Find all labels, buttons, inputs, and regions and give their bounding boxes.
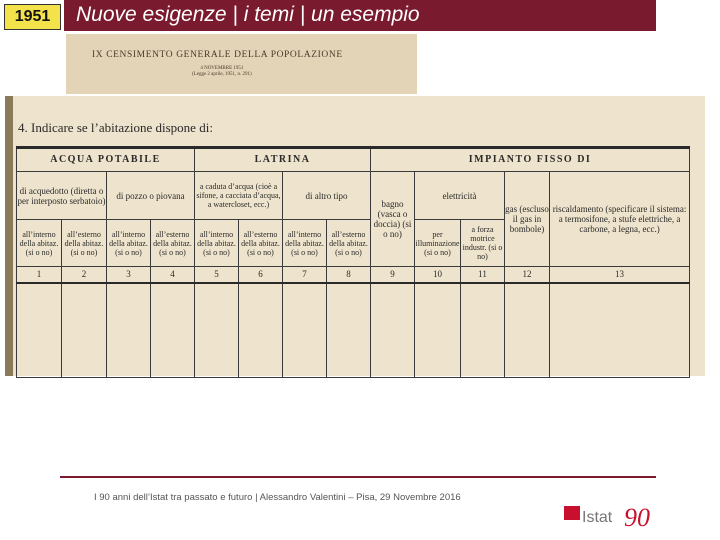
census-date-line2: (Legge 2 aprile, 1951, n. 291)	[192, 72, 252, 77]
answer-cell	[461, 283, 505, 378]
slide-title: Nuove esigenze | i temi | un esempio	[76, 3, 420, 26]
group-acqua-potabile: ACQUA POTABILE	[17, 148, 195, 172]
subhead-acquedotto: di acquedotto (diretta o per interposto serbatoio)	[17, 172, 107, 220]
column-number: 9	[371, 267, 415, 283]
answer-cell	[550, 283, 690, 378]
column-number: 13	[550, 267, 690, 283]
column-number: 2	[62, 267, 107, 283]
column-number: 3	[107, 267, 151, 283]
subhead-pozzo: di pozzo o piovana	[107, 172, 195, 220]
istat-logo-text: Istat	[582, 509, 613, 526]
subhead-altro-tipo: di altro tipo	[283, 172, 371, 220]
col-esterno: all’esterno della abitaz. (si o no)	[239, 220, 283, 267]
column-number: 1	[17, 267, 62, 283]
year-badge: 1951	[4, 4, 61, 30]
answer-cell	[505, 283, 550, 378]
answer-cell	[62, 283, 107, 378]
census-date	[192, 66, 252, 78]
answer-cell	[239, 283, 283, 378]
subhead-elettricita: elettricità	[415, 172, 505, 220]
footer-divider	[60, 476, 656, 478]
istat-logo-number: 90	[624, 503, 650, 532]
subhead-caduta-acqua: a caduta d’acqua (cioè a sifone, a cacciata d’acqua, a watercloset, ecc.)	[195, 172, 283, 220]
column-number: 11	[461, 267, 505, 283]
census-header-scan	[66, 34, 417, 94]
scan-edge	[5, 96, 13, 376]
istat-logo	[562, 500, 672, 534]
answer-cell	[283, 283, 327, 378]
group-latrina: LATRINA	[195, 148, 371, 172]
column-number: 6	[239, 267, 283, 283]
group-impianto-fisso: IMPIANTO FISSO DI	[371, 148, 690, 172]
col-esterno: all’esterno della abitaz. (si o no)	[327, 220, 371, 267]
form-question: 4. Indicare se l’abitazione dispone di:	[18, 120, 213, 135]
istat-logo-mark	[564, 506, 580, 520]
census-title: IX CENSIMENTO GENERALE DELLA POPOLAZIONE	[92, 50, 343, 60]
answer-cell	[151, 283, 195, 378]
col-esterno: all’esterno della abitaz. (si o no)	[62, 220, 107, 267]
subhead-riscaldamento: riscaldamento (specificare il sistema: a termosifone, a stufe elettriche, a carbone, a legna, ecc.)	[550, 172, 690, 267]
col-interno: all’interno della abitaz. (si o no)	[107, 220, 151, 267]
col-esterno: all’esterno della abitaz. (si o no)	[151, 220, 195, 267]
col-interno: all’interno della abitaz. (si o no)	[195, 220, 239, 267]
column-number: 12	[505, 267, 550, 283]
col-illuminazione: per illuminazione (si o no)	[415, 220, 461, 267]
answer-cell	[107, 283, 151, 378]
subhead-gas: gas (escluso il gas in bombole)	[505, 172, 550, 267]
subhead-bagno: bagno (vasca o doccia) (si o no)	[371, 172, 415, 267]
column-number: 10	[415, 267, 461, 283]
answer-cell	[415, 283, 461, 378]
answer-cell	[327, 283, 371, 378]
census-form-table	[16, 146, 690, 378]
answer-cell	[17, 283, 62, 378]
col-interno: all’interno della abitaz. (si o no)	[17, 220, 62, 267]
col-interno: all’interno della abitaz. (si o no)	[283, 220, 327, 267]
footer-text: I 90 anni dell’Istat tra passato e futuro | Alessandro Valentini – Pisa, 29 Novembre 2016	[94, 492, 461, 503]
answer-cell	[371, 283, 415, 378]
column-number: 5	[195, 267, 239, 283]
column-number: 8	[327, 267, 371, 283]
col-forza-motrice: a forza motrice industr. (si o no)	[461, 220, 505, 267]
column-number: 7	[283, 267, 327, 283]
answer-cell	[195, 283, 239, 378]
column-number: 4	[151, 267, 195, 283]
census-date-line1: 4 NOVEMBRE 1951	[200, 66, 244, 71]
